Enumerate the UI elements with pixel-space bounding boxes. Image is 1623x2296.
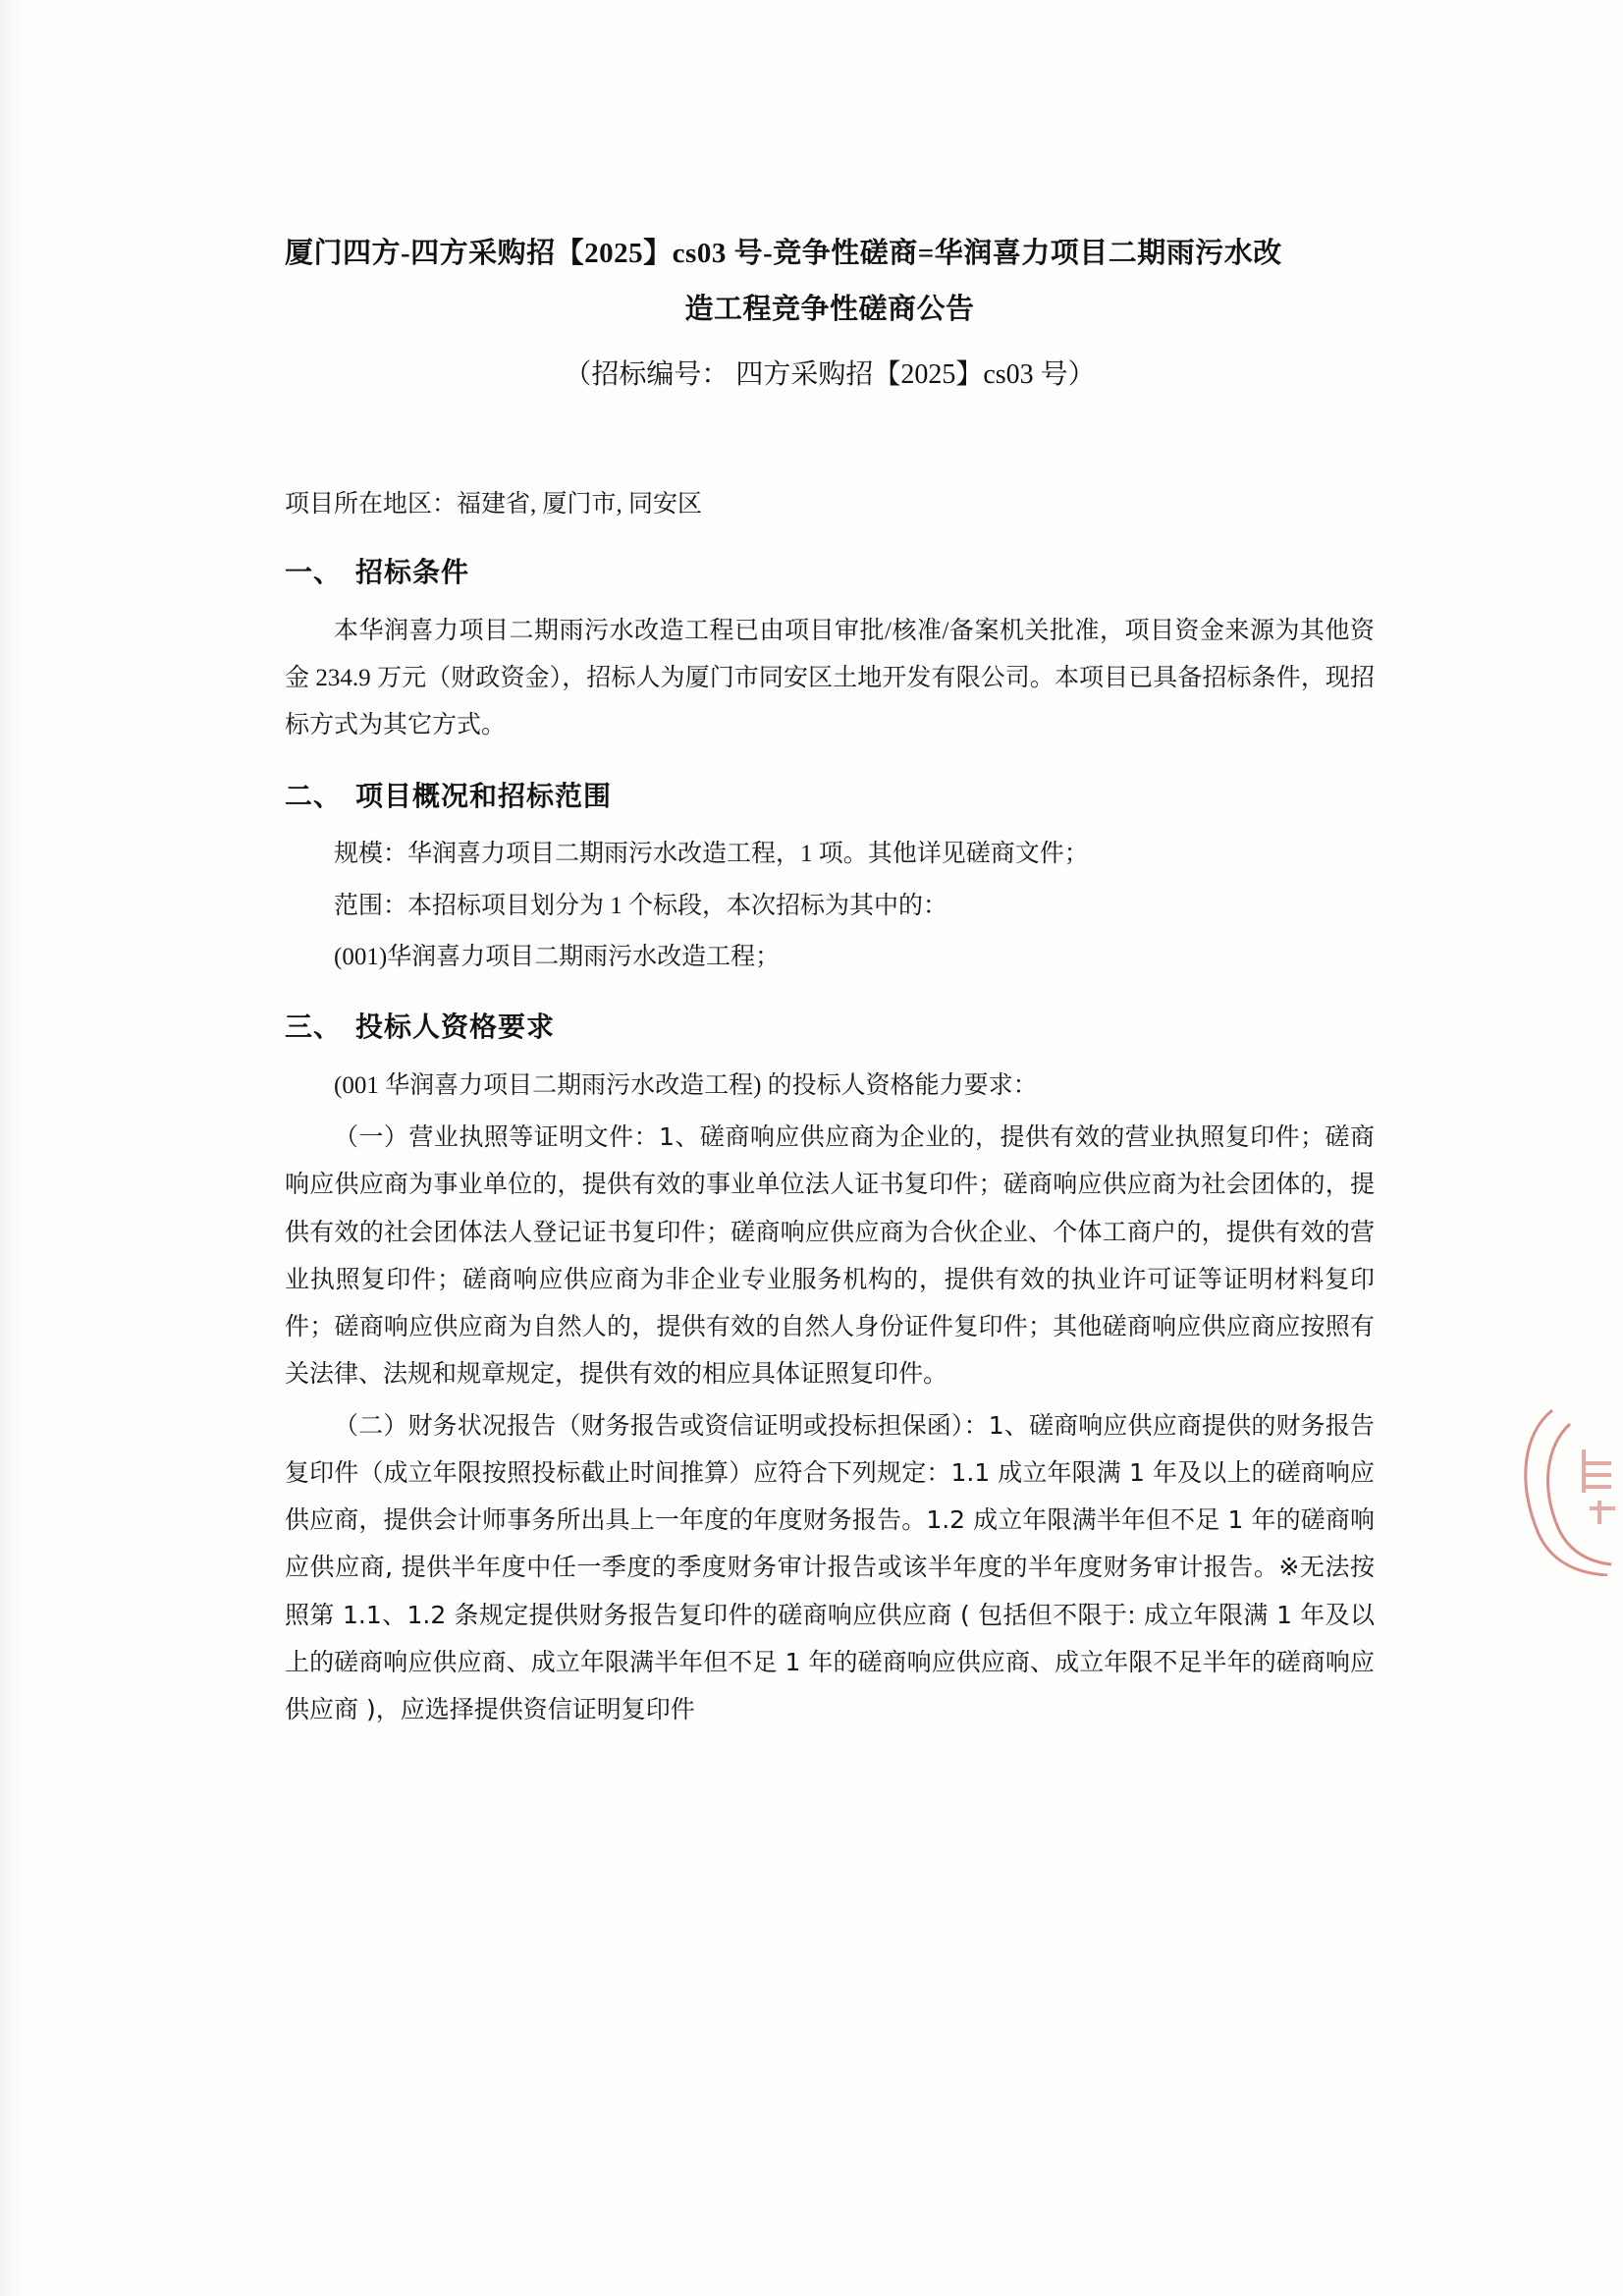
section-title-1: 招标条件: [355, 557, 470, 588]
section-number-2: 二、: [285, 781, 343, 812]
section-1-paragraph-1: 本华润喜力项目二期雨污水改造工程已由项目审批/核准/备案机关批准，项目资金来源为其他资金 234.9 万元（财政资金），招标人为厦门市同安区土地开发有限公司。本项目已具备招标条件，现招标方式为其它方式。: [285, 617, 1375, 739]
document-content: [285, 226, 1375, 1737]
project-region-line: 项目所在地区：福建省, 厦门市, 同安区: [285, 491, 703, 519]
red-official-seal: [1513, 1404, 1623, 1576]
section-title-3: 投标人资格要求: [355, 1012, 556, 1044]
section-title-2: 项目概况和招标范围: [355, 781, 613, 812]
section-2-paragraph-3: (001)华润喜力项目二期雨污水改造工程；: [334, 943, 781, 970]
section-3-paragraph-1: (001 华润喜力项目二期雨污水改造工程) 的投标人资格能力要求：: [334, 1071, 1038, 1099]
section-heading-3: [285, 1007, 1375, 1051]
section-3-paragraph-2: （一）营业执照等证明文件：1、磋商响应供应商为企业的，提供有效的营业执照复印件；磋商响应供应商为事业单位的，提供有效的事业单位法人证书复印件；磋商响应供应商为社会团体的，提供有效的社会团体法人登记证书复印件；磋商响应供应商为合伙企业、个体工商户的，提供有效的营业执照复印件；磋商响应供应商为非企业专业服务机构的，提供有效的执业许可证等证明材料复印件；磋商响应供应商为自然人的，提供有效的自然人身份证件复印件；其他磋商响应供应商应按照有关法律、法规和规章规定，提供有效的相应具体证照复印件。: [285, 1122, 1375, 1389]
section-2-paragraph-2: 范围：本招标项目划分为 1 个标段，本次招标为其中的：: [334, 892, 948, 919]
title-line-1: 厦门四方-四方采购招【2025】cs03 号-竞争性磋商=华润喜力项目二期雨污水改: [285, 238, 1282, 269]
section-heading-1: [285, 552, 1375, 596]
title-line-2: 造工程竞争性磋商公告: [684, 293, 975, 325]
section-number-3: 三、: [285, 1012, 343, 1044]
page-edge-shading: [0, 0, 26, 2296]
document-subtitle: （招标编号： 四方采购招【2025】cs03 号）: [564, 359, 1096, 391]
section-number-1: 一、: [285, 557, 343, 588]
section-3-paragraph-3: （二）财务状况报告（财务报告或资信证明或投标担保函）：1、磋商响应供应商提供的财务报告复印件（成立年限按照投标截止时间推算）应符合下列规定：1.1 成立年限满 1 年及以上的磋商响应供应商，提供会计师事务所出具上一年度的年度财务报告。1.2 成立年限满半年但不足 1 年的磋商响应供应商, 提供半年度中任一季度的季度财务审计报告或该半年度的半年度财务审计报告。※无法按照第 1.1、1.2 条规定提供财务报告复印件的磋商响应供应商 ( 包括但不限于: 成立年限满 1 年及以上的磋商响应供应商、成立年限满半年但不足 1 年的磋商响应供应商、成立年限不足半年的磋商响应供应商 )，应选择提供资信证明复印件: [285, 1410, 1375, 1724]
section-heading-2: [285, 776, 1375, 820]
document-title: [285, 226, 1375, 337]
section-2-paragraph-1: 规模：华润喜力项目二期雨污水改造工程，1 项。其他详见磋商文件；: [334, 841, 1089, 868]
